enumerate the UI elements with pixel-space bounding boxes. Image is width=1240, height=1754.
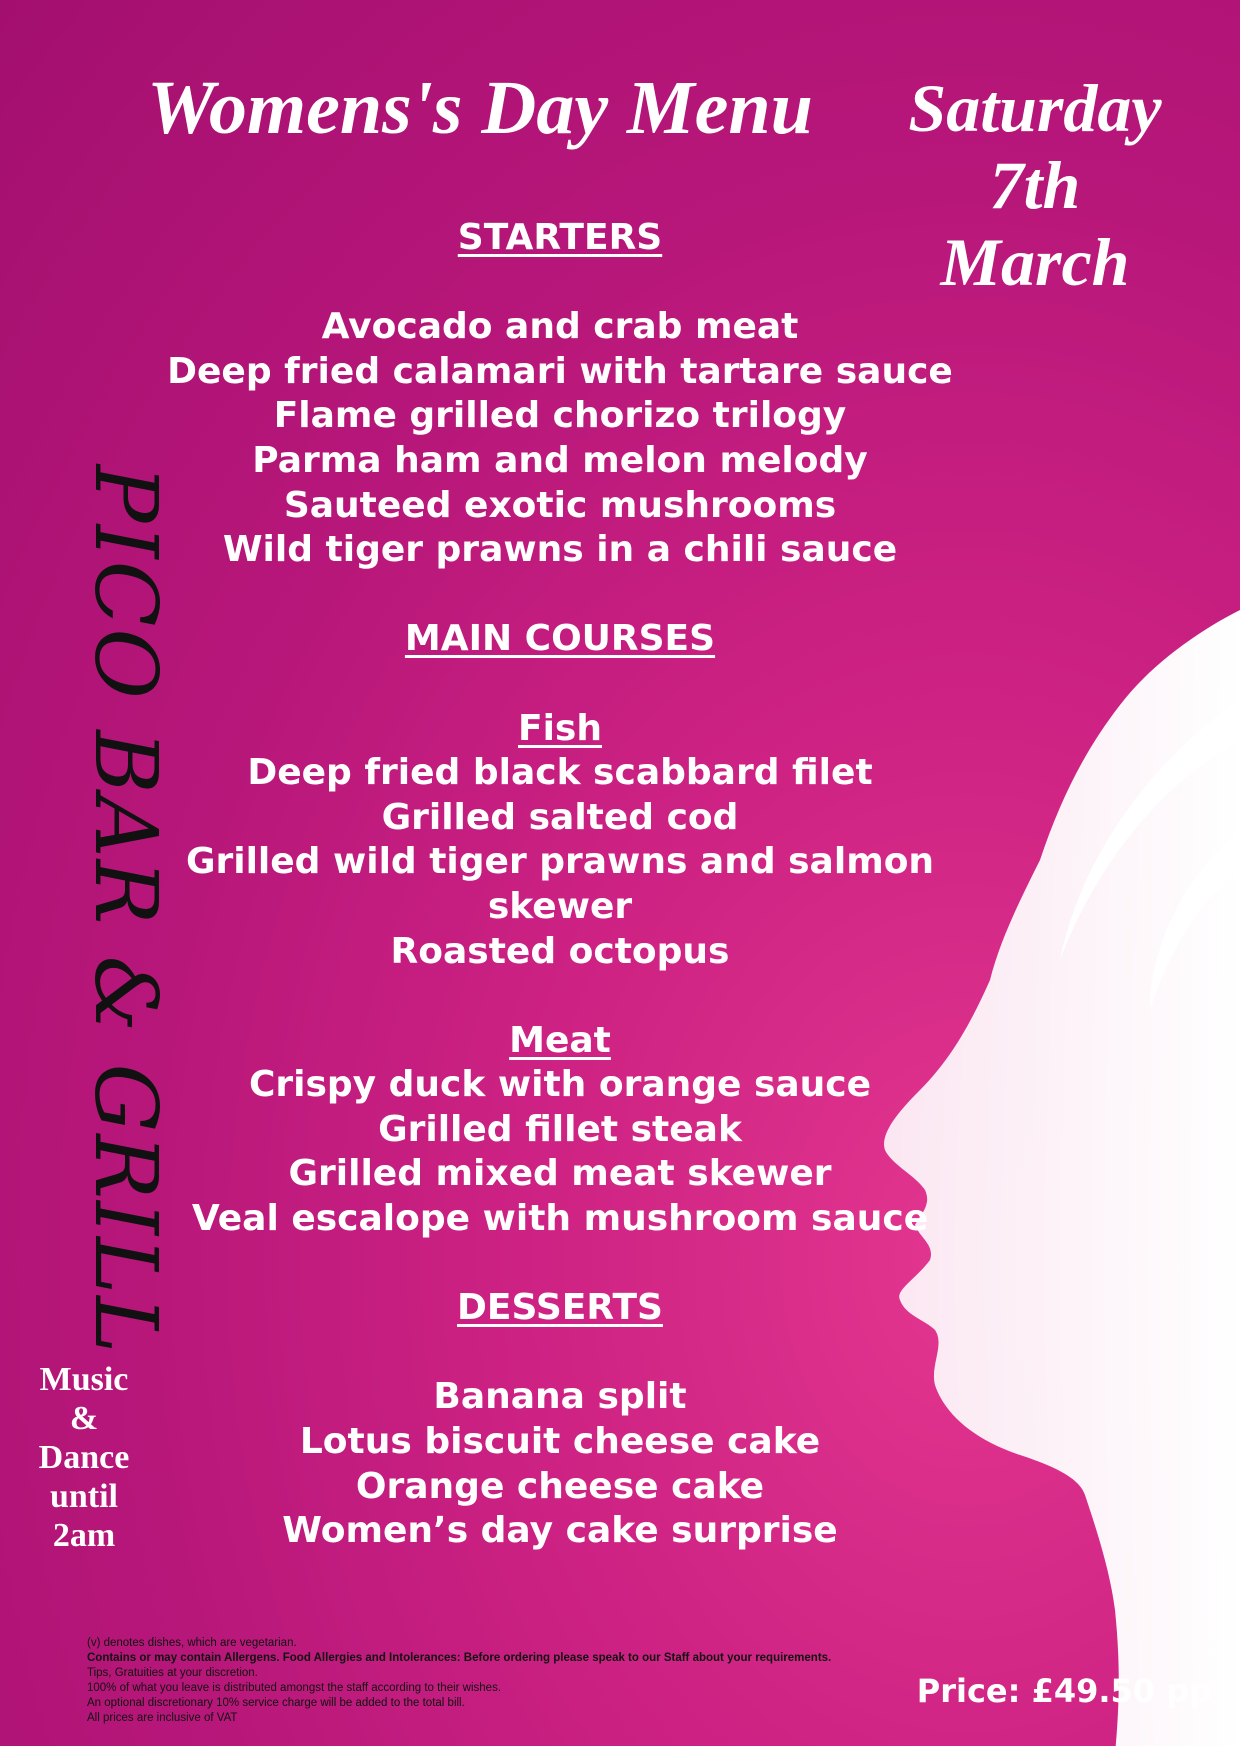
dessert-item: Banana split <box>433 1376 687 1418</box>
fish-item: Grilled wild tiger prawns and salmon <box>185 841 935 883</box>
date-month: March <box>940 224 1130 300</box>
footer-line: (v) denotes dishes, which are vegetarian. <box>87 1637 297 1649</box>
starters-heading: STARTERS <box>457 217 663 258</box>
fish-item: Deep fried black scabbard filet <box>247 752 873 794</box>
dessert-item: Women’s day cake surprise <box>282 1510 838 1552</box>
meat-heading: Meat <box>509 1019 611 1061</box>
meat-item: Grilled mixed meat skewer <box>288 1153 832 1195</box>
desserts-heading: DESSERTS <box>457 1287 663 1329</box>
date-number: 7th <box>989 147 1081 223</box>
meat-item: Crispy duck with orange sauce <box>248 1064 872 1106</box>
menu-title: Womens's Day Menu <box>147 66 813 150</box>
footer-line: 100% of what you leave is distributed amongst the staff according to their wishes. <box>87 1682 502 1694</box>
starter-item: Parma ham and melon melody <box>252 439 868 481</box>
music-line: Music <box>39 1361 129 1398</box>
music-dance-note <box>20 1360 148 1555</box>
restaurant-brand: PICO BAR & GRILL <box>75 464 175 1356</box>
meat-item: Grilled fillet steak <box>378 1108 742 1150</box>
music-line: 2am <box>52 1517 116 1554</box>
dessert-item: Lotus biscuit cheese cake <box>299 1421 821 1463</box>
fish-heading: Fish <box>518 707 602 749</box>
price-label: Price: £49.50 pp <box>916 1672 1212 1710</box>
footer-line: Tips, Gratuities at your discretion. <box>87 1667 258 1679</box>
fish-item: Grilled salted cod <box>381 796 739 838</box>
allergen-notice: Contains or may contain Allergens. Food Allergies and Intolerances: Before ordering please speak to our Staff about your requirements. <box>87 1652 832 1664</box>
menu-list <box>160 216 960 1554</box>
music-line: & <box>69 1400 99 1437</box>
starter-item: Deep fried calamari with tartare sauce <box>167 350 953 392</box>
starter-item: Wild tiger prawns in a chili sauce <box>222 529 898 571</box>
music-line: until <box>49 1478 119 1515</box>
starter-item: Avocado and crab meat <box>321 306 799 348</box>
music-line: Dance <box>38 1439 130 1476</box>
meat-item: Veal escalope with mushroom sauce <box>191 1198 929 1240</box>
dessert-item: Orange cheese cake <box>355 1465 765 1507</box>
main-courses-heading: MAIN COURSES <box>404 618 716 660</box>
starter-item: Sauteed exotic mushrooms <box>283 484 837 526</box>
starter-item: Flame grilled chorizo trilogy <box>273 395 847 437</box>
fish-item: skewer <box>487 885 633 927</box>
footer-line: An optional discretionary 10% service charge will be added to the total bill. <box>87 1697 465 1709</box>
date-day: Saturday <box>908 70 1162 146</box>
footer-line: All prices are inclusive of VAT <box>87 1712 238 1724</box>
fish-item: Roasted octopus <box>390 930 730 972</box>
